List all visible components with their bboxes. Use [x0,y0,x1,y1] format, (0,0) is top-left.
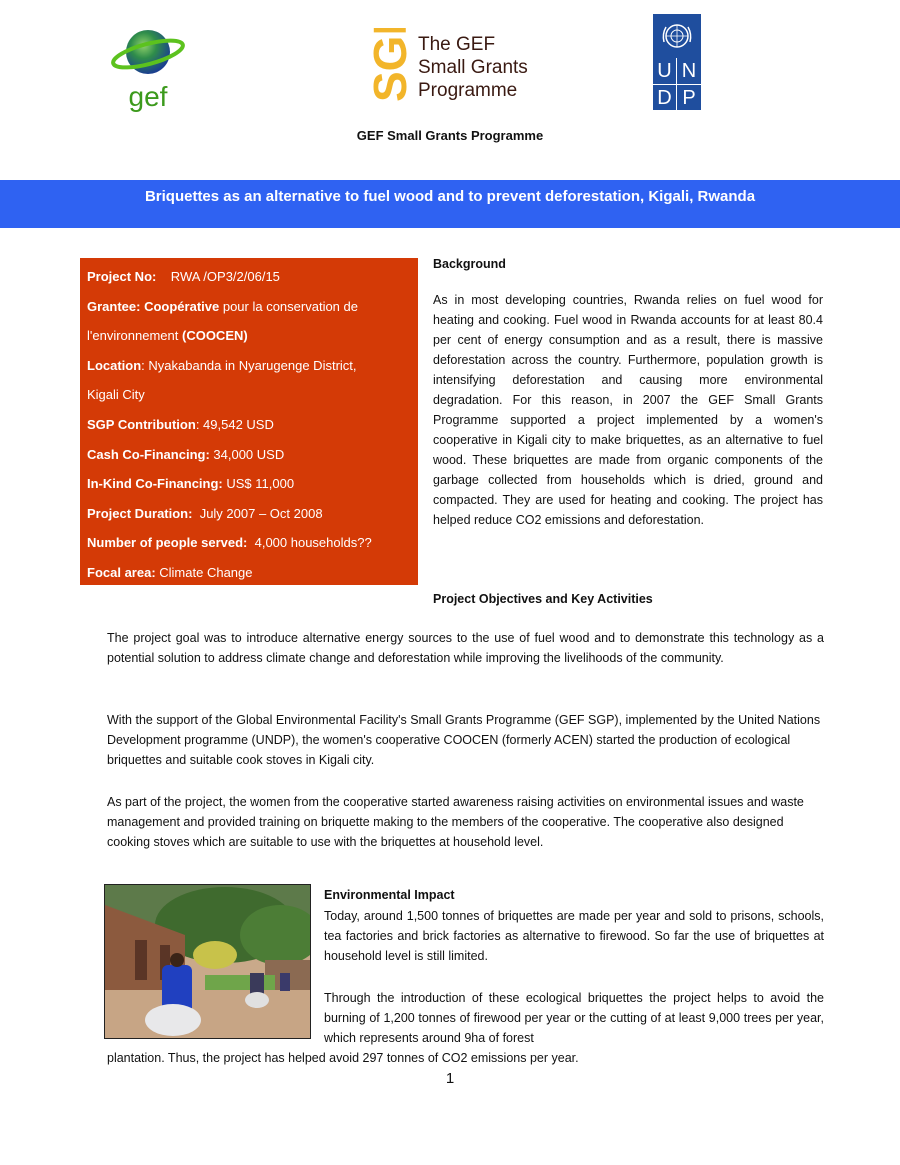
environmental-impact-paragraph-1: Today, around 1,500 tonnes of briquettes are made per year and sold to prisons, schools, tea factories and brick factories as alternative to firewood. So far the use of briquettes at household level is still limited. [324,909,824,963]
grantee-text: pour la conservation de [219,298,358,314]
duration-value: July 2007 – Oct 2008 [192,505,323,521]
grantee-row [87,292,411,322]
project-no-row [87,262,411,292]
sgp-line-2: Small Grants [418,57,528,78]
undp-logo [653,14,701,110]
grantee-bold: Coopérative [144,298,220,314]
background-heading: Background [433,257,506,271]
un-emblem-icon [659,20,695,52]
people-served-value: 4,000 households?? [247,535,372,551]
objectives-activities-paragraph: As part of the project, the women from the cooperative started awareness raising activities on environmental issues and waste management and provided training on briquette making to the members of the cooperative. The cooperative also designed cooking stoves which are suitable to use with the briquettes at household level. [107,795,804,849]
inkind-cofinancing-value: US$ 11,000 [222,476,295,492]
focal-area-label: Focal area: [87,564,156,580]
location-line2: Kigali City [87,387,145,403]
environmental-impact-paragraph-2-tail: plantation. Thus, the project has helped avoid 297 tonnes of CO2 emissions per year. [107,1051,579,1065]
location-value: : Nyakabanda in Nyarugenge District, [141,357,357,373]
undp-letter-u: U [653,58,677,85]
people-served-label: Number of people served: [87,535,248,551]
grantee-line2-text: l'environnement [87,328,182,344]
focal-area-value: Climate Change [155,564,253,580]
undp-letter-d: D [653,85,677,111]
duration-label: Project Duration: [87,505,193,521]
environmental-impact-paragraph-2: Through the introduction of these ecological briquettes the project helps to avoid the burning of 1,200 tonnes of firewood per year or the cutting of at least 9,000 trees per year, which represents around 9ha of forest [324,991,824,1045]
cash-cofinancing-label: Cash Co-Financing: [87,446,210,462]
cash-cofinancing-row [87,440,411,470]
inkind-cofinancing-row [87,469,411,499]
sgp-contribution-value: : 49,542 USD [195,416,274,432]
location-row-2 [87,380,411,410]
sgp-contribution-label: SGP Contribution [87,416,196,432]
project-no-value: RWA /OP3/2/06/15 [170,269,280,284]
page-number: 1 [445,1070,455,1087]
project-info-box [80,258,418,585]
location-label: Location [87,357,142,373]
people-served-row [87,528,411,558]
globe-icon [108,22,188,112]
gef-wordmark: gef [128,81,168,112]
grantee-label: Grantee: [87,298,141,314]
objectives-goal-paragraph: The project goal was to introduce alternative energy sources to the use of fuel wood and to demonstrate this technology as a potential solution to address climate change and deforestation while improving the livelihoods of the community. [107,631,824,665]
objectives-support-paragraph: With the support of the Global Environmental Facility's Small Grants Programme (GEF SGP), implemented by the United Nations Development programme (UNDP), the women's cooperative COOCEN (formerly ACEN) started the production of ecological briquettes and suitable cook stoves in Kigali city. [107,713,821,767]
inkind-cofinancing-label: In-Kind Co-Financing: [87,476,223,492]
focal-area-row [87,558,411,588]
cash-cofinancing-value: 34,000 USD [209,446,285,462]
undp-letter-n: N [677,58,701,85]
sgp-contribution-row [87,410,411,440]
photo-image [105,885,310,1038]
sgp-mark: SGP [364,28,416,102]
background-paragraph: As in most developing countries, Rwanda relies on fuel wood for heating and cooking. Fuel wood in Rwanda accounts for at least 80.4 per cent of energy consumption and as a result, there is massive deforestation across the country. Furthermore, population growth is intensifying deforestation and causing more environmental degradation. For this reason, in 2007 the GEF Small Grants Programme supported a project implemented by a women's cooperative in Kigali city to make briquettes, as an alternative to fuel wood. These briquettes are made from organic components of the garbage collected from households which is dried, ground and compacted. They are used for heating and cooking. The project has helped reduce CO2 emissions and deforestation. [433,293,823,527]
sgp-logo [352,28,532,104]
duration-row [87,499,411,529]
location-row [87,351,411,381]
environmental-impact-heading: Environmental Impact [324,888,455,902]
title-band [0,180,900,228]
gef-logo [108,22,188,112]
undp-letter-p: P [682,87,696,109]
sgp-line-1: The GEF [418,34,496,55]
grantee-row-2 [87,321,411,351]
grantee-acronym: (COOCEN) [181,328,248,344]
project-photo [104,884,311,1039]
document-title: Briquettes as an alternative to fuel wood and to prevent deforestation, Kigali, Rwanda [144,188,756,205]
objectives-heading: Project Objectives and Key Activities [433,592,653,606]
org-subtitle: GEF Small Grants Programme [356,128,544,143]
project-no-label: Project No: [87,269,157,284]
sgp-line-3: Programme [418,80,518,101]
sgp-mark-icon [352,28,532,104]
